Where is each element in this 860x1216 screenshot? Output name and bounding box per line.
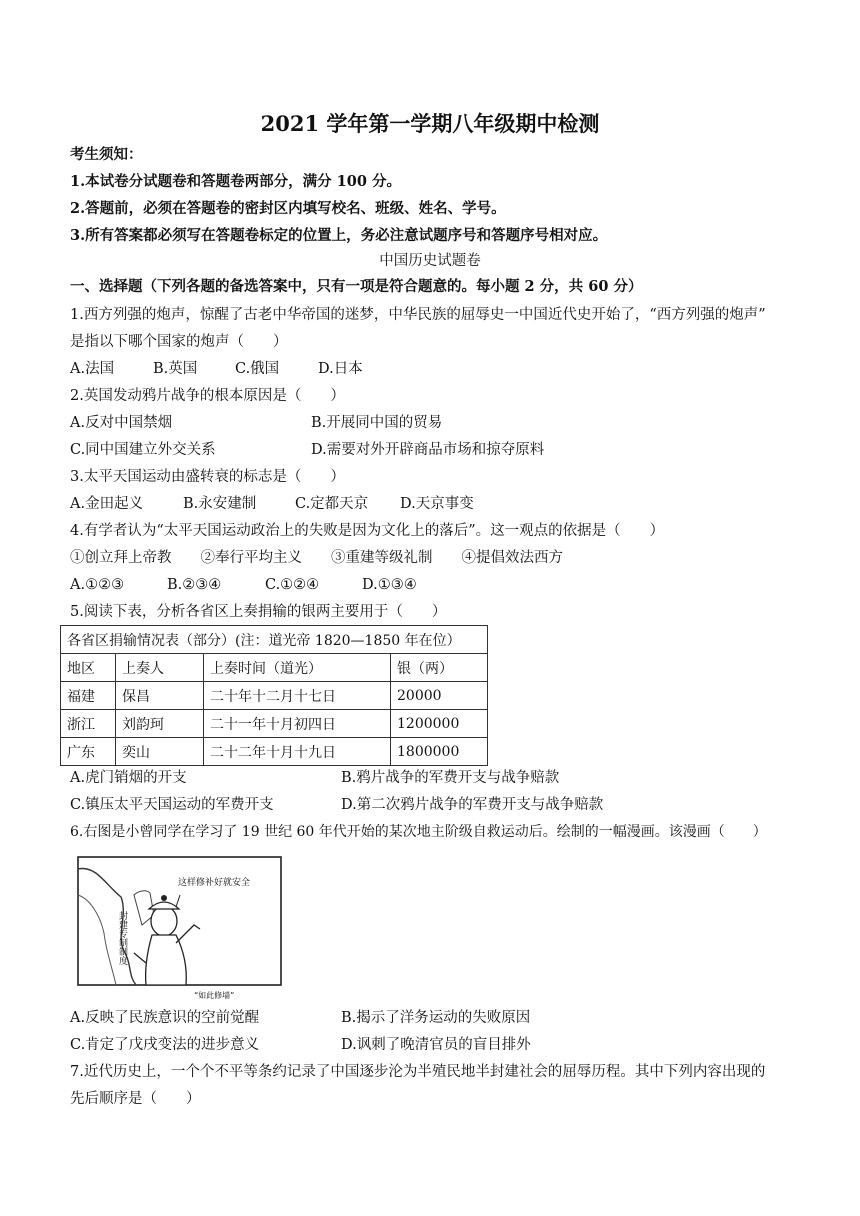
official-head (151, 906, 177, 936)
option-d: D.第二次鸦片战争的军费开支与战争赔款 (341, 797, 604, 813)
option-c: C.同中国建立外交关系 (70, 442, 216, 458)
table-header-cell: 地区 (61, 654, 116, 682)
table-cell: 1200000 (391, 710, 488, 738)
option-b: B.英国 (153, 361, 198, 377)
paper-title: 中国历史试题卷 (379, 253, 481, 269)
option-a: A.反对中国禁烟 (70, 415, 173, 431)
option-a: A.金田起义 (70, 496, 144, 512)
section-heading: 一、选择题（下列各题的备选答案中，只有一项是符合题意的。每小题 2 分，共 60 分） (70, 278, 643, 295)
table-cell: 二十年十二月十七日 (204, 682, 391, 710)
option-a: A.反映了民族意识的空前觉醒 (70, 1010, 260, 1026)
option-a: A.①②③ (70, 577, 125, 593)
question-stem: 4.有学者认为“太平天国运动政治上的失败是因为文化上的落后”。这一观点的依据是（ ） (70, 523, 665, 539)
option-c: C.定都天京 (295, 496, 369, 512)
levy-table (60, 625, 488, 766)
option-c: C.镇压太平天国运动的军费开支 (70, 797, 274, 813)
option-b: B.②③④ (167, 577, 222, 593)
option-b: B.永安建制 (183, 496, 257, 512)
question-stem: 6.右图是小曾同学在学习了 19 世纪 60 年代开始的某次地主阶级自救运动后。绘制的一幅漫画。该漫画（ ） (70, 824, 767, 840)
exam-title: 2021 学年第一学期八年级期中检测 (260, 111, 600, 136)
option-d: D.需要对外开辟商品市场和掠夺原料 (311, 442, 545, 458)
hat-button (161, 895, 167, 901)
table-row (61, 682, 488, 710)
wall-label: 封建专制制度 (117, 911, 127, 965)
option-d: D.①③④ (362, 577, 417, 593)
question-stem: 5.阅读下表，分析各省区上奏捐输的银两主要用于（ ） (70, 604, 447, 620)
notice-heading: 考生须知： (70, 146, 143, 163)
option-b: B.开展同中国的贸易 (311, 415, 443, 431)
option-d: D.天京事变 (400, 496, 474, 512)
question-stem: 3.太平天国运动由盛转衰的标志是（ ） (70, 469, 345, 485)
notice-item: 3.所有答案都必须写在答题卷标定的位置上，务必注意试题序号和答题序号相对应。 (70, 227, 608, 244)
option-c: C.①②④ (265, 577, 320, 593)
option-b: B.揭示了洋务运动的失败原因 (341, 1010, 531, 1026)
table-cell: 刘韵珂 (116, 710, 204, 738)
speech-text: 这样修补好就安全 (178, 878, 251, 888)
option-a: A.法国 (70, 361, 115, 377)
table-cell: 20000 (391, 682, 488, 710)
table-header-cell: 上奏时间（道光） (204, 654, 391, 682)
option-d: D.讽刺了晚清官员的盲目排外 (341, 1037, 531, 1053)
option-a: A.虎门销烟的开支 (70, 770, 187, 786)
notice-item: 2.答题前，必须在答题卷的密封区内填写校名、班级、姓名、学号。 (70, 200, 506, 217)
table-cell: 二十二年十月十九日 (204, 738, 391, 766)
table-cell: 1800000 (391, 738, 488, 766)
table-cell: 广东 (61, 738, 116, 766)
question-stem: 2.英国发动鸦片战争的根本原因是（ ） (70, 388, 345, 404)
notice-item: 1.本试卷分试题卷和答题卷两部分，满分 100 分。 (70, 173, 401, 190)
wall-repair-cartoon (76, 855, 283, 1001)
table-cell: 奕山 (116, 738, 204, 766)
question-stem: 7.近代历史上，一个个不平等条约记录了中国逐步沦为半殖民地半封建社会的屈辱历程。其中下列内容出现的 (70, 1064, 766, 1080)
option-c: C.俄国 (235, 361, 280, 377)
table-cell: 保昌 (116, 682, 204, 710)
table-row (61, 738, 488, 766)
question-stem: 先后顺序是（ ） (70, 1091, 201, 1107)
question-stem: 1.西方列强的炮声，惊醒了古老中华帝国的迷梦，中华民族的屈辱史一中国近代史开始了，“西方列强的炮声” (70, 307, 766, 323)
cartoon-caption: “如此修墙” (194, 991, 235, 1000)
question-stem: 是指以下哪个国家的炮声（ ） (70, 334, 288, 350)
table-cell: 福建 (61, 682, 116, 710)
table-row (61, 710, 488, 738)
option-b: B.鸦片战争的军费开支与战争赔款 (341, 770, 560, 786)
question-items: ①创立拜上帝教 ②奉行平均主义 ③重建等级礼制 ④提倡效法西方 (70, 550, 563, 566)
table-cell: 浙江 (61, 710, 116, 738)
option-d: D.日本 (318, 361, 363, 377)
table-header-cell: 银（两） (391, 654, 488, 682)
table-caption-row (61, 626, 488, 654)
table-cell: 二十一年十月初四日 (204, 710, 391, 738)
table-header-cell: 上奏人 (116, 654, 204, 682)
table-caption: 各省区捐输情况表（部分）(注：道光帝 1820—1850 年在位） (61, 626, 488, 654)
option-c: C.肯定了戊戌变法的进步意义 (70, 1037, 260, 1053)
table-header-row (61, 654, 488, 682)
